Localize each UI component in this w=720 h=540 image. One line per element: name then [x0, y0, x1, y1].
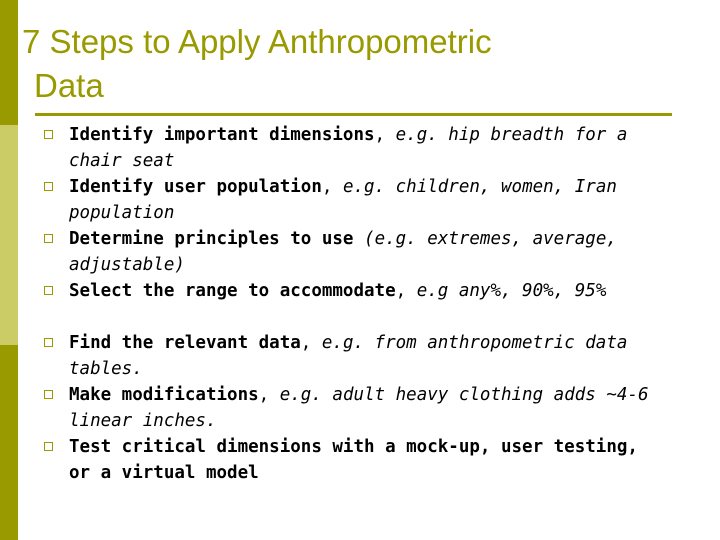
title-divider [35, 113, 672, 116]
step-separator: , [374, 125, 396, 145]
bullet-text [69, 330, 669, 382]
list-item [0, 122, 720, 174]
bullet-text [69, 382, 669, 434]
slide-title [22, 20, 682, 108]
slide-title-line-2: Data [34, 67, 104, 104]
square-bullet-icon [44, 338, 53, 347]
step-separator [353, 229, 364, 249]
bullet-text [69, 278, 669, 304]
step-example: (e.g. extremes, average, adjustable) [69, 229, 617, 275]
list-item [0, 382, 720, 434]
slide-title-line-1: 7 Steps to Apply Anthropometric [22, 23, 492, 60]
bullet-text [69, 174, 669, 226]
step-term: Determine principles to use [69, 229, 354, 249]
step-separator: , [321, 177, 343, 197]
square-bullet-icon [44, 234, 53, 243]
step-example: e.g. hip breadth for a chair seat [69, 125, 628, 171]
step-separator: , [258, 385, 280, 405]
list-item [0, 174, 720, 226]
list-item [0, 330, 720, 382]
list-item [0, 226, 720, 278]
step-term: Select the range to accommodate [69, 281, 396, 301]
square-bullet-icon [44, 286, 53, 295]
bullet-text [69, 434, 669, 486]
step-example: e.g. from anthropometric data tables. [69, 333, 628, 379]
square-bullet-icon [44, 442, 53, 451]
step-term: Make modifications [69, 385, 259, 405]
list-item [0, 434, 720, 486]
step-term: Identify user population [69, 177, 322, 197]
step-separator: , [300, 333, 322, 353]
steps-list [0, 122, 720, 486]
step-example: e.g any%, 90%, 95% [416, 281, 607, 301]
step-term: Identify important dimensions [69, 125, 375, 145]
list-item [0, 278, 720, 330]
step-term: Find the relevant data [69, 333, 301, 353]
step-example: e.g. children, women, Iran population [69, 177, 617, 223]
step-example: e.g. adult heavy clothing adds ~4-6 linear inches. [69, 385, 649, 431]
bullet-text [69, 226, 669, 278]
step-separator: , [395, 281, 417, 301]
step-term: Test critical dimensions with a mock-up, user testing, or a virtual model [69, 437, 638, 483]
square-bullet-icon [44, 390, 53, 399]
square-bullet-icon [44, 130, 53, 139]
bullet-text [69, 122, 669, 174]
square-bullet-icon [44, 182, 53, 191]
